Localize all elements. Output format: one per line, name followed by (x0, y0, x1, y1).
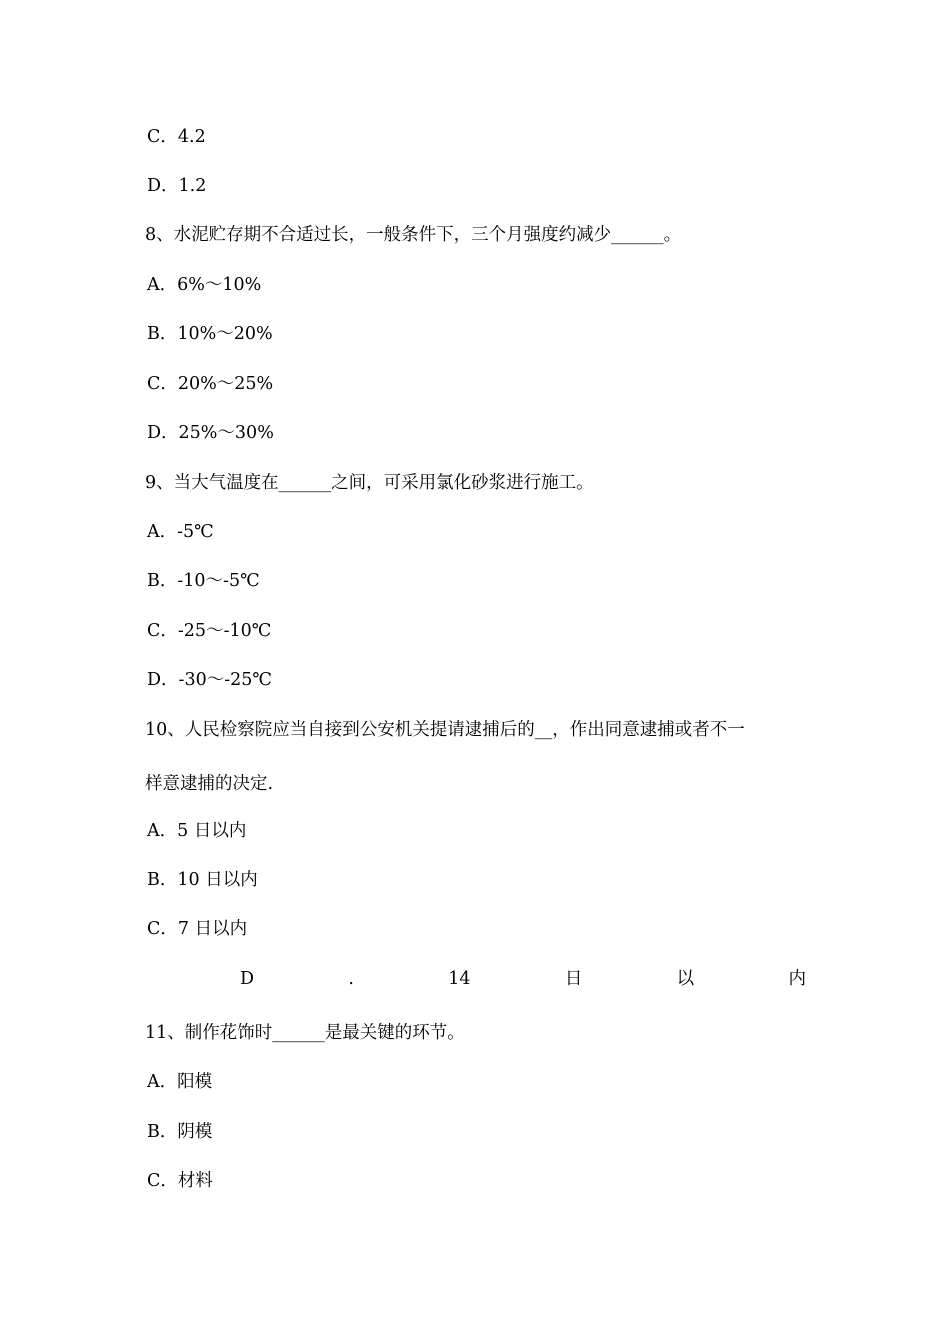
q7-option-c: C．4.2 (147, 127, 206, 147)
q11-stem: 11、制作花饰时______是最关键的环节。 (145, 1023, 465, 1043)
q9-option-d: D．-30～-25℃ (147, 670, 272, 690)
q9-option-a: A．-5℃ (147, 522, 214, 542)
q10-stem-line2: 样意逮捕的决定. (145, 774, 274, 794)
q8-option-a: A．6%～10% (147, 275, 262, 295)
q10-option-d-part: 14 (448, 969, 471, 989)
q8-option-b: B．10%～20% (147, 324, 273, 344)
q10-stem-line1: 10、人民检察院应当自接到公安机关提请逮捕后的__，作出同意逮捕或者不一 (145, 720, 745, 740)
q10-option-d (240, 967, 806, 991)
q9-option-c: C．-25～-10℃ (147, 621, 272, 641)
q10-option-b: B．10 日以内 (147, 870, 258, 890)
q11-option-c: C．材料 (147, 1171, 213, 1191)
q8-option-d: D．25%～30% (147, 423, 274, 443)
q10-option-d-part: . (348, 969, 354, 989)
q10-option-d-part: 以 (676, 969, 695, 989)
q7-option-d: D．1.2 (147, 176, 207, 196)
q10-option-d-part: D (240, 969, 255, 989)
q9-stem: 9、当大气温度在______之间，可采用氯化砂浆进行施工。 (145, 473, 594, 493)
q11-option-a: A．阳模 (147, 1072, 213, 1092)
q8-stem: 8、水泥贮存期不合适过长，一般条件下，三个月强度约减少______。 (145, 225, 682, 245)
q10-option-d-part: 内 (788, 969, 806, 989)
q9-option-b: B．-10～-5℃ (147, 571, 260, 591)
q10-option-d-part: 日 (564, 969, 583, 989)
q8-option-c: C．20%～25% (147, 374, 274, 394)
q10-option-c: C．7 日以内 (147, 919, 248, 939)
q10-option-a: A．5 日以内 (147, 821, 247, 841)
q11-option-b: B．阴模 (147, 1122, 213, 1142)
